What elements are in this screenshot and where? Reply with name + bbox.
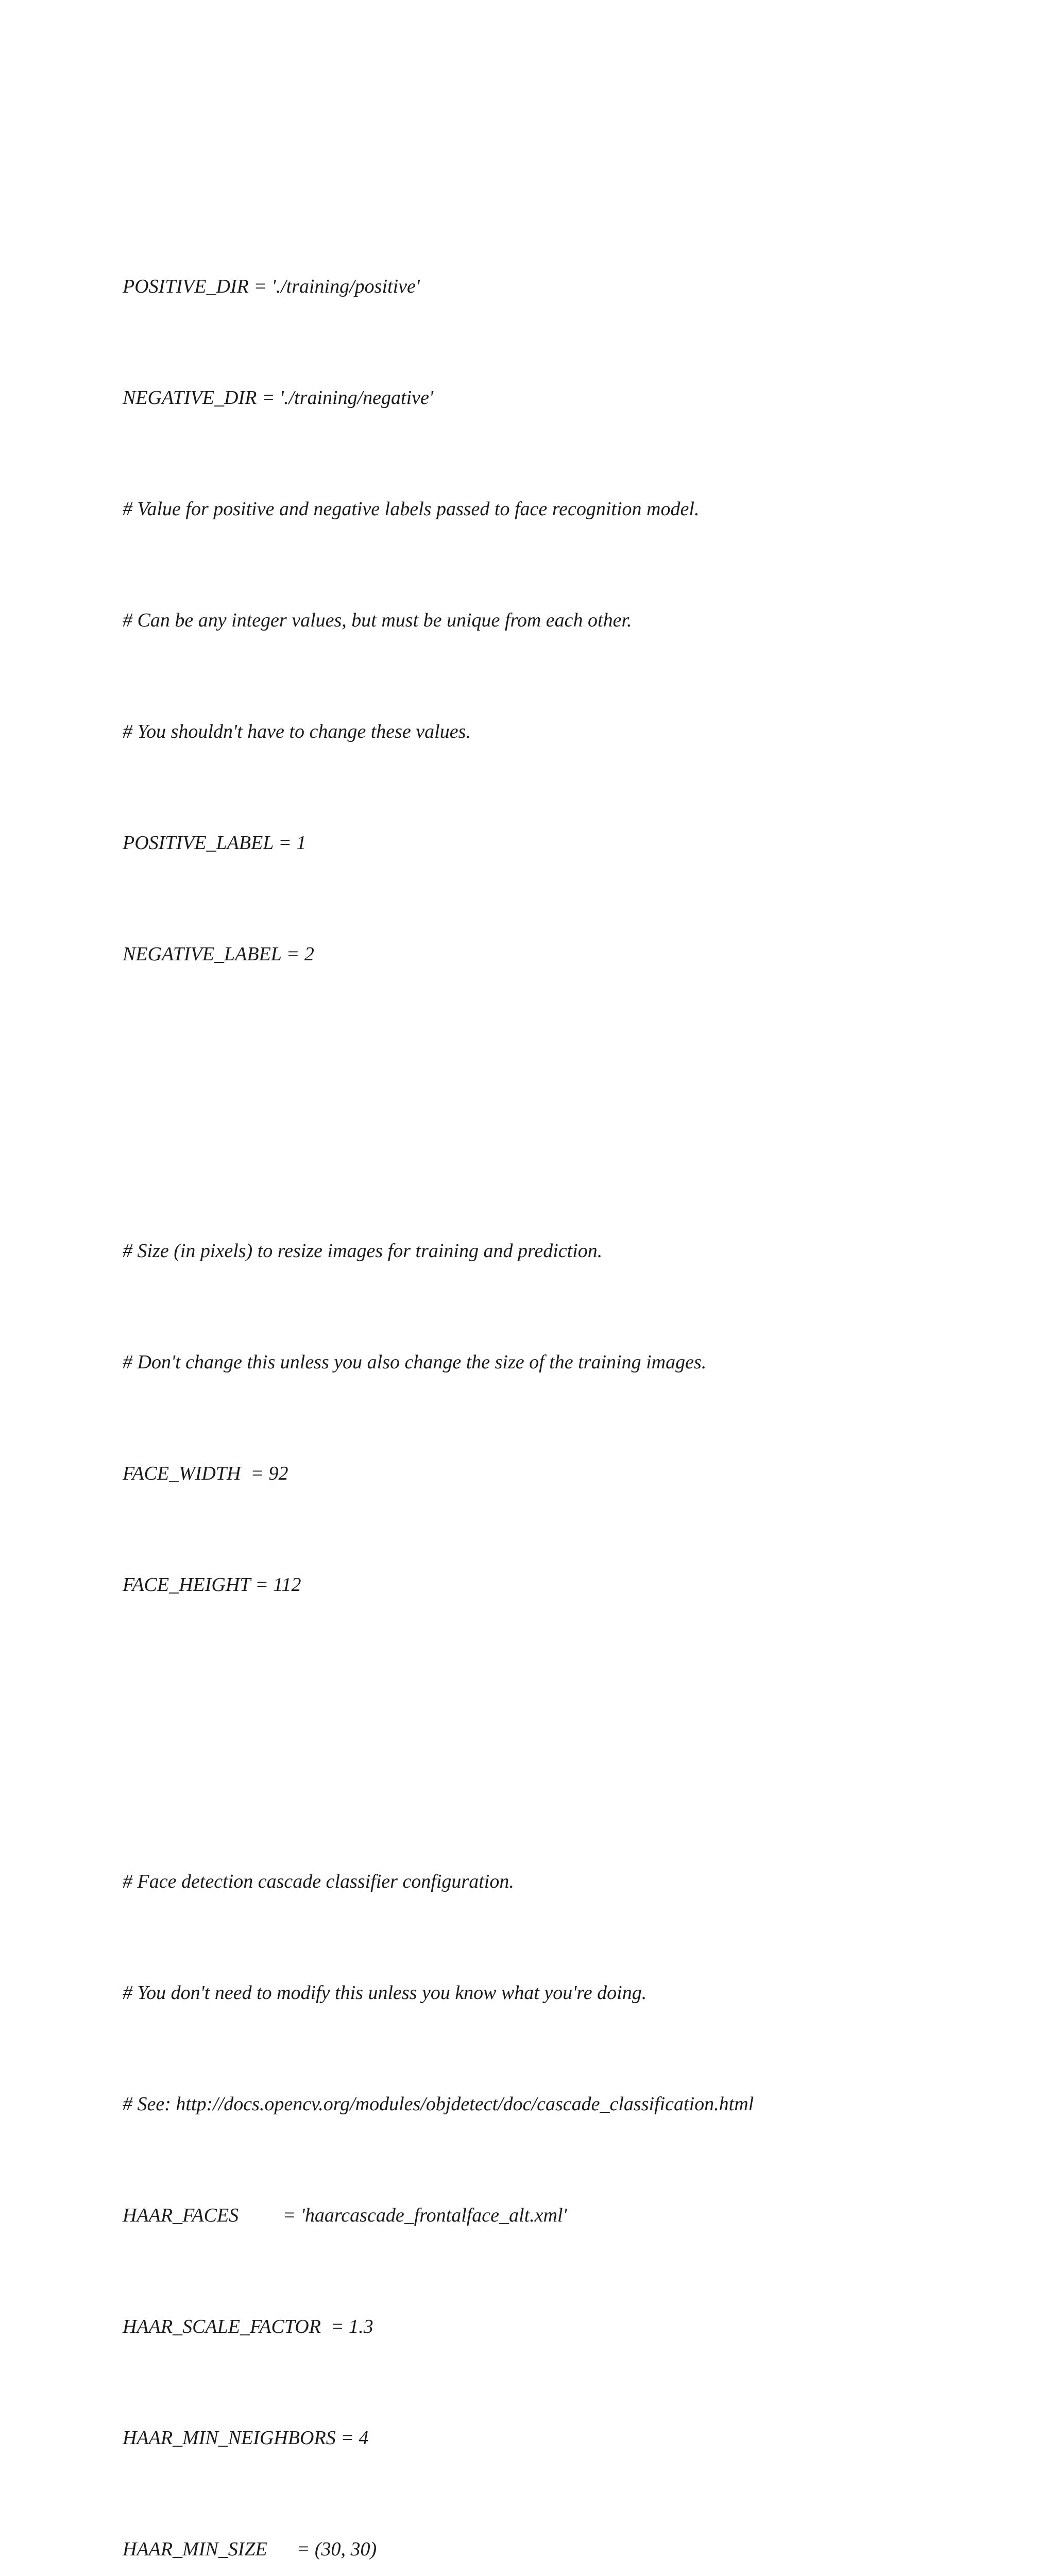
code-line: NEGATIVE_LABEL = 2: [123, 943, 314, 965]
comment-line: # You shouldn't have to change these values.: [123, 721, 471, 742]
code-line: HAAR_MIN_SIZE = (30, 30): [123, 2538, 377, 2560]
code-text: [123, 120, 998, 2576]
code-line: FACE_WIDTH = 92: [123, 1463, 288, 1484]
code-line: POSITIVE_DIR = './training/positive': [123, 276, 420, 297]
blank-line: [123, 1677, 998, 1715]
comment-line: # Face detection cascade classifier configuration.: [123, 1871, 514, 1892]
comment-line: # Size (in pixels) to resize images for training and prediction.: [123, 1240, 603, 1262]
code-line: POSITIVE_LABEL = 1: [123, 832, 307, 854]
comment-line: # See: http://docs.opencv.org/modules/objdetect/doc/cascade_classification.html: [123, 2093, 754, 2115]
comment-line: # Value for positive and negative labels passed to face recognition model.: [123, 498, 700, 520]
code-line: NEGATIVE_DIR = './training/negative': [123, 387, 434, 409]
comment-line: # Can be any integer values, but must be unique from each other.: [123, 609, 632, 631]
blank-line: [123, 1047, 998, 1084]
code-line: HAAR_SCALE_FACTOR = 1.3: [123, 2316, 373, 2337]
code-line: HAAR_FACES = 'haarcascade_frontalface_alt.xml': [123, 2205, 567, 2226]
code-line: HAAR_MIN_NEIGHBORS = 4: [123, 2427, 369, 2449]
code-line: FACE_HEIGHT = 112: [123, 1574, 301, 1596]
comment-line: # You don't need to modify this unless you know what you're doing.: [123, 1982, 647, 2004]
comment-line: # Don't change this unless you also change the size of the training images.: [123, 1351, 707, 1373]
